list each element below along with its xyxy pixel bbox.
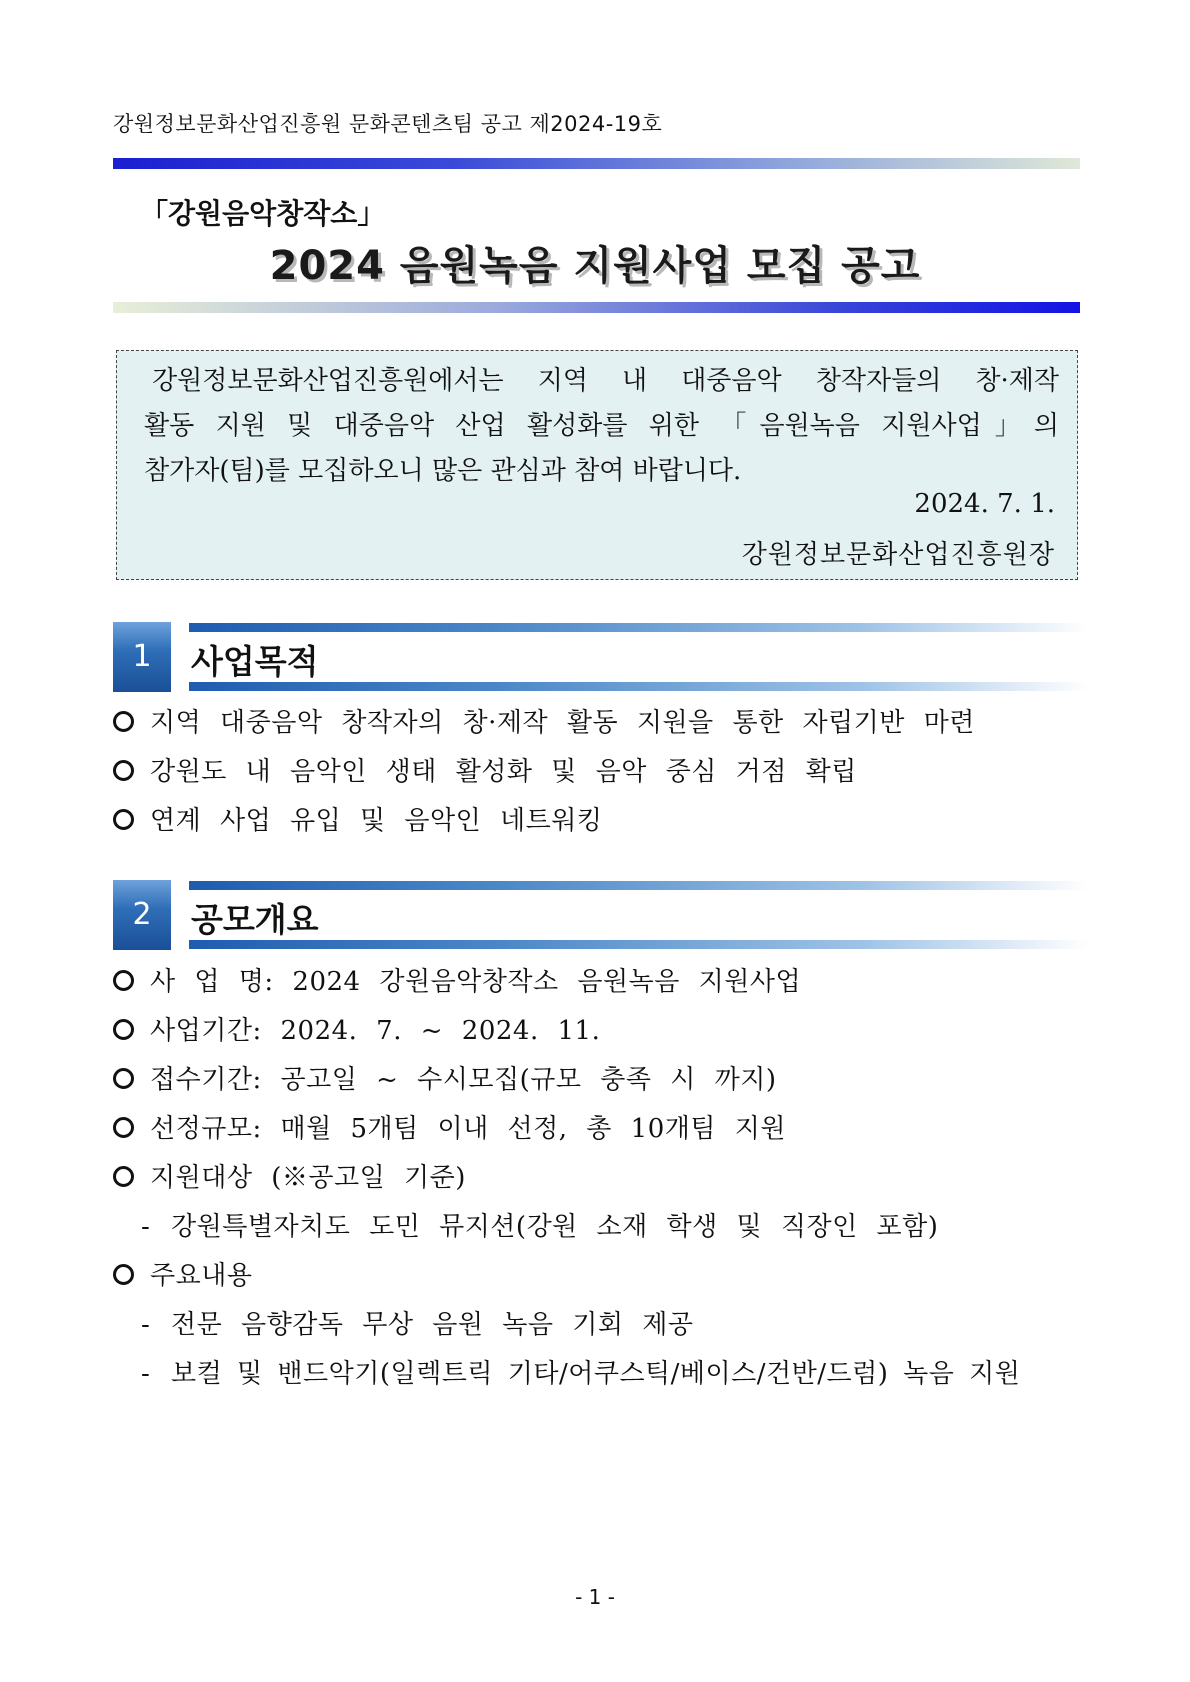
notice-issuer: 강원정보문화산업진흥원장 [741, 540, 1055, 570]
sub-list-item: - 보컬 및 밴드악기(일렉트릭 기타/어쿠스틱/베이스/건반/드럼) 녹음 지원 [141, 1359, 1021, 1389]
notice-line: 참가자(팀)를 모집하오니 많은 관심과 참여 바랍니다. [144, 456, 742, 486]
page-number: - 1 - [575, 1585, 615, 1609]
section-2-list [113, 958, 1093, 1399]
circle-bullet-icon [113, 1019, 134, 1040]
section-title: 사업목적 [191, 642, 319, 681]
section-number-badge: 1 [113, 622, 171, 692]
list-item: 주요내용 [113, 1252, 1093, 1301]
circle-bullet-icon [113, 1166, 134, 1187]
section-rule-top [189, 881, 1089, 890]
section-rule-bottom [189, 940, 1089, 949]
sub-list-item: - 전문 음향감독 무상 음원 녹음 기회 제공 [141, 1310, 694, 1340]
list-item: 사업기간: 2024. 7. ~ 2024. 11. [113, 1007, 1093, 1056]
section-number-badge: 2 [113, 880, 171, 950]
circle-bullet-icon [113, 1264, 134, 1285]
circle-bullet-icon [113, 1068, 134, 1089]
section-rule-top [189, 623, 1089, 632]
list-item: 사 업 명: 2024 강원음악창작소 음원녹음 지원사업 [113, 958, 1093, 1007]
section-title: 공모개요 [191, 900, 319, 939]
section-header-1 [113, 622, 1090, 692]
list-item: 선정규모: 매월 5개팀 이내 선정, 총 10개팀 지원 [113, 1105, 1093, 1154]
notice-line: 활동 지원 및 대중음악 산업 활성화를 위한 「음원녹음 지원사업」의 [144, 411, 1059, 441]
list-item: 지역 대중음악 창작자의 창·제작 활동 지원을 통한 자립기반 마련 [113, 699, 1093, 748]
section-header-2 [113, 880, 1090, 950]
list-item: 연계 사업 유입 및 음악인 네트워킹 [113, 797, 1093, 846]
section-1-list [113, 699, 1093, 846]
notice-box [116, 350, 1078, 580]
list-item: 지원대상 (※공고일 기준) [113, 1154, 1093, 1203]
circle-bullet-icon [113, 1117, 134, 1138]
notice-body [144, 359, 1059, 494]
notice-number: 강원정보문화산업진흥원 문화콘텐츠팀 공고 제2024-19호 [113, 112, 663, 136]
list-item: 접수기간: 공고일 ~ 수시모집(규모 충족 시 까지) [113, 1056, 1093, 1105]
document-title: 2024 음원녹음 지원사업 모집 공고 [269, 243, 921, 289]
sub-list-item: - 강원특별자치도 도민 뮤지션(강원 소재 학생 및 직장인 포함) [141, 1212, 939, 1242]
list-item: 강원도 내 음악인 생태 활성화 및 음악 중심 거점 확립 [113, 748, 1093, 797]
circle-bullet-icon [113, 760, 134, 781]
circle-bullet-icon [113, 711, 134, 732]
notice-date: 2024. 7. 1. [914, 489, 1055, 519]
notice-line: 강원정보문화산업진흥원에서는 지역 내 대중음악 창작자들의 창·제작 [152, 366, 1059, 396]
title-gradient-bar [113, 302, 1080, 313]
circle-bullet-icon [113, 970, 134, 991]
document-subtitle: 「강원음악창작소」 [140, 197, 386, 230]
header-gradient-bar [113, 158, 1080, 169]
circle-bullet-icon [113, 809, 134, 830]
section-rule-bottom [189, 682, 1089, 691]
